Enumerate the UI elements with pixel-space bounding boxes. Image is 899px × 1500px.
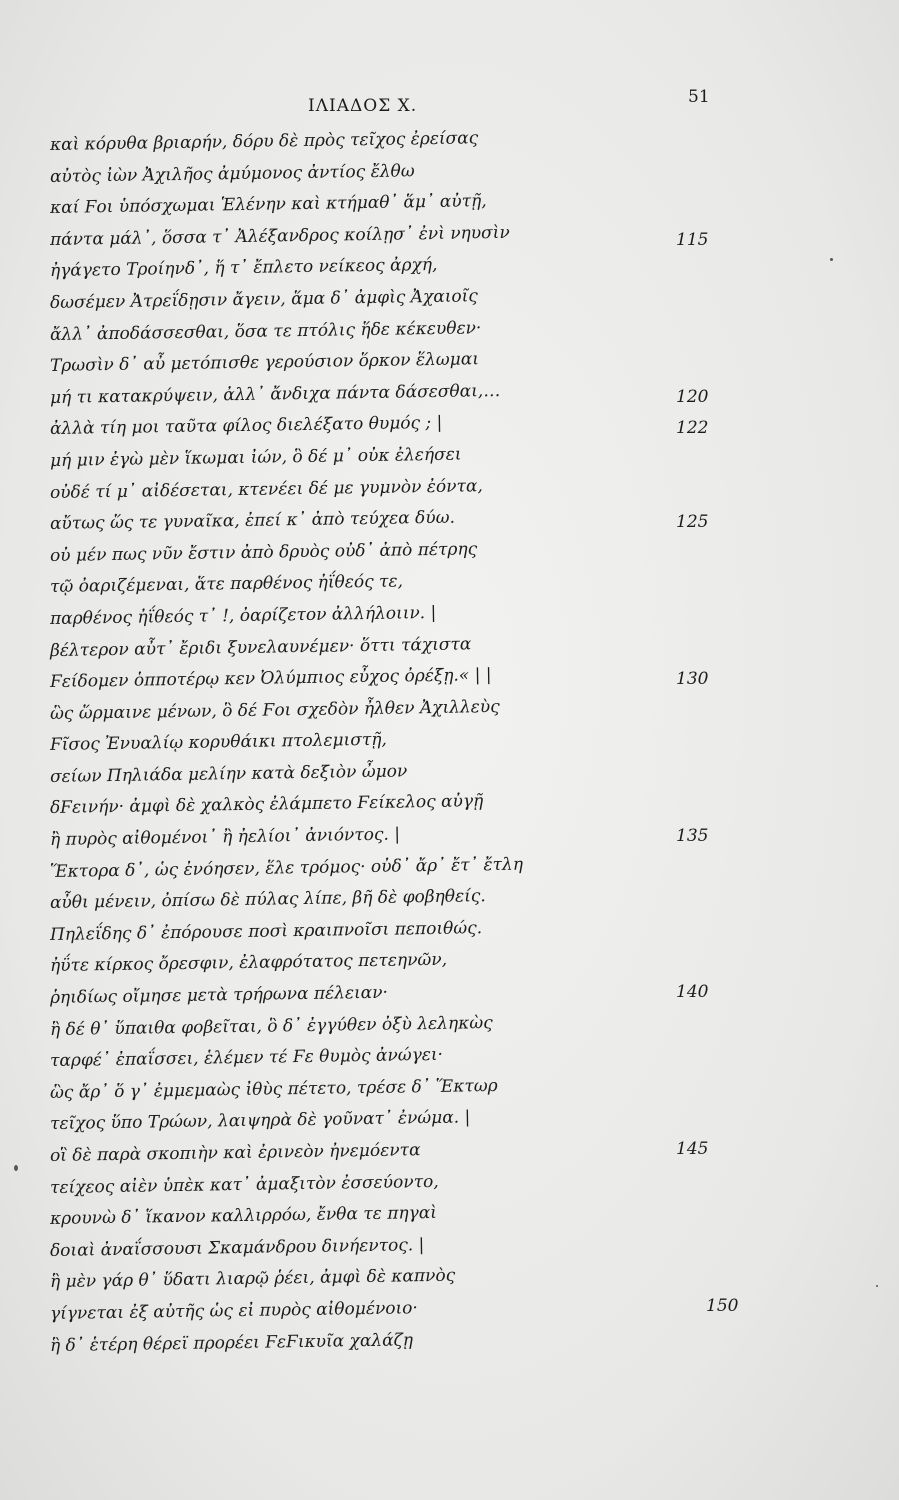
verse-block (50, 130, 610, 1362)
verse-line: σείων Πηλιάδα μελίην κατὰ δεξιὸν ὦμον (49, 761, 408, 787)
verse-line: οἳ δὲ παρὰ σκοπιὴν καὶ ἐρινεὸν ἠνεμόεντα (49, 1140, 421, 1166)
verse-line: αὐτὸς ἰὼν Ἀχιλῆος ἀμύμονος ἀντίος ἔλθω (49, 160, 415, 187)
verse-line: ἠΰτε κίρκος ὄρεσφιν, ἐλαφρότατος πετεηνῶν, (49, 950, 448, 977)
line-number: 115 (676, 230, 709, 251)
verse-line: ἣ δέ θ᾽ ὕπαιθα φοβεῖται, ὃ δ᾽ ἐγγύθεν ὀξὺ λεληκὼς (49, 1012, 493, 1040)
verse-line: δϜεινήν· ἀμφὶ δὲ χαλκὸς ἐλάμπετο Ϝείκελος αὐγῇ (49, 791, 484, 819)
verse-line: ὣς ὥρμαινε μένων, ὃ δέ Ϝοι σχεδὸν ἦλθεν Ἀχιλλεὺς (49, 696, 500, 724)
verse-line: Πηλεΐδης δ᾽ ἐπόρουσε ποσὶ κραιπνοῖσι πεποιθώς. (49, 918, 483, 945)
verse-line: ἠγάγετο Τροίηνδ᾽, ἥ τ᾽ ἔπλετο νείκεος ἀρχή, (49, 255, 438, 282)
verse-line: δωσέμεν Ἀτρεΐδῃσιν ἄγειν, ἅμα δ᾽ ἀμφὶς Ἀχαιοῖς (49, 286, 479, 313)
verse-line: Ϝῖσος Ἐνυαλίῳ κορυθάικι πτολεμιστῇ, (49, 729, 388, 756)
verse-line: μή τι κατακρύψειν, ἀλλ᾽ ἄνδιχα πάντα δάσεσθαι,… (49, 380, 501, 408)
verse-line: ἀλλὰ τίη μοι ταῦτα φίλος διελέξατο θυμός ; | (49, 413, 443, 440)
verse-line: μή μιν ἐγὼ μὲν ἵκωμαι ἰών, ὃ δέ μ᾽ οὐκ ἐλεήσει (49, 444, 462, 471)
verse-line: τῷ ὀαριζέμεναι, ἅτε παρθένος ἠΐθεός τε, (49, 571, 404, 598)
paper-speck (830, 258, 833, 261)
line-number: 130 (676, 668, 709, 689)
line-number: 150 (706, 1295, 739, 1316)
paper-speck (14, 1165, 18, 1171)
verse-line: κρουνὼ δ᾽ ἵκανον καλλιρρόω, ἔνθα τε πηγαὶ (49, 1203, 438, 1230)
page-number: 51 (688, 87, 710, 107)
verse-line: οὐ μέν πως νῦν ἔστιν ἀπὸ δρυὸς οὐδ᾽ ἀπὸ πέτρης (49, 539, 478, 566)
page-header-title: ΙΛΙΑΔΟΣ Χ. (308, 96, 418, 116)
verse-line: ἄλλ᾽ ἀποδάσσεσθαι, ὅσα τε πτόλις ἥδε κέκευθεν· (49, 317, 482, 345)
verse-line: οὐδέ τί μ᾽ αἰδέσεται, κτενέει δέ με γυμνὸν ἐόντα, (49, 475, 483, 503)
verse-line: Ϝείδομεν ὁπποτέρῳ κεν Ὀλύμπιος εὖχος ὀρέξῃ.« | | (49, 665, 492, 693)
verse-line: ἣ μὲν γάρ θ᾽ ὕδατι λιαρῷ ῥέει, ἀμφὶ δὲ καπνὸς (49, 1266, 456, 1293)
verse-line: αὖθι μένειν, ὀπίσω δὲ πύλας λίπε, βῆ δὲ φοβηθείς. (49, 886, 486, 914)
paper-speck (876, 1285, 878, 1287)
verse-line: ῥηιδίως οἴμησε μετὰ τρήρωνα πέλειαν· (49, 982, 389, 1009)
verse-line: πάντα μάλ᾽, ὅσσα τ᾽ Ἀλέξανδρος κοίλῃσ᾽ ἐνὶ νηυσὶν (49, 222, 510, 250)
line-number: 120 (676, 386, 709, 407)
verse-line: Τρωσὶν δ᾽ αὖ μετόπισθε γερούσιον ὅρκον ἕλωμαι (49, 349, 480, 377)
verse-line: Ἕκτορα δ᾽, ὡς ἐνόησεν, ἕλε τρόμος· οὐδ᾽ ἄρ᾽ ἔτ᾽ ἔτλη (49, 854, 524, 882)
line-number: 140 (676, 982, 709, 1003)
line-number: 135 (676, 825, 709, 846)
verse-line: γίγνεται ἐξ αὐτῆς ὡς εἰ πυρὸς αἰθομένοιο· (49, 1298, 419, 1324)
verse-line: ἢ πυρὸς αἰθομένοι᾽ ἢ ἠελίοι᾽ ἀνιόντος. | (49, 824, 401, 851)
verse-line: καί Ϝοι ὑπόσχωμαι Ἑλένην καὶ κτήμαθ᾽ ἅμ᾽ αὐτῇ, (49, 191, 487, 219)
line-number: 125 (676, 512, 709, 533)
verse-line: ταρφέ᾽ ἐπαΐσσει, ἑλέμεν τέ Ϝε θυμὸς ἀνώγει· (49, 1045, 444, 1072)
verse-line: αὔτως ὥς τε γυναῖκα, ἐπεί κ᾽ ἀπὸ τεύχεα δύω. (49, 507, 456, 535)
verse-line: δοιαὶ ἀναΐσσουσι Σκαμάνδρου δινήεντος. | (49, 1234, 425, 1261)
line-number: 145 (676, 1139, 709, 1160)
verse-line: παρθένος ἠΐθεός τ᾽ !, ὀαρίζετον ἀλλήλοιιν. | (49, 602, 437, 629)
line-number: 122 (676, 418, 709, 439)
verse-line: βέλτερον αὖτ᾽ ἔριδι ξυνελαυνέμεν· ὅττι τάχιστα (49, 633, 472, 661)
verse-line: τεῖχος ὕπο Τρώων, λαιψηρὰ δὲ γοῦνατ᾽ ἐνώμα. | (49, 1107, 471, 1135)
verse-line: τείχεος αἰὲν ὑπὲκ κατ᾽ ἀμαξιτὸν ἐσσεύοντο, (49, 1171, 439, 1198)
verse-line: ἣ δ᾽ ἑτέρη θέρεϊ προρέει ϜεϜικυῖα χαλάζῃ (49, 1329, 414, 1356)
verse-line: καὶ κόρυθα βριαρήν, δόρυ δὲ πρὸς τεῖχος ἐρείσας (49, 128, 479, 155)
verse-line: ὣς ἄρ᾽ ὅ γ᾽ ἐμμεμαὼς ἰθὺς πέτετο, τρέσε δ᾽ Ἕκτωρ (49, 1075, 498, 1103)
